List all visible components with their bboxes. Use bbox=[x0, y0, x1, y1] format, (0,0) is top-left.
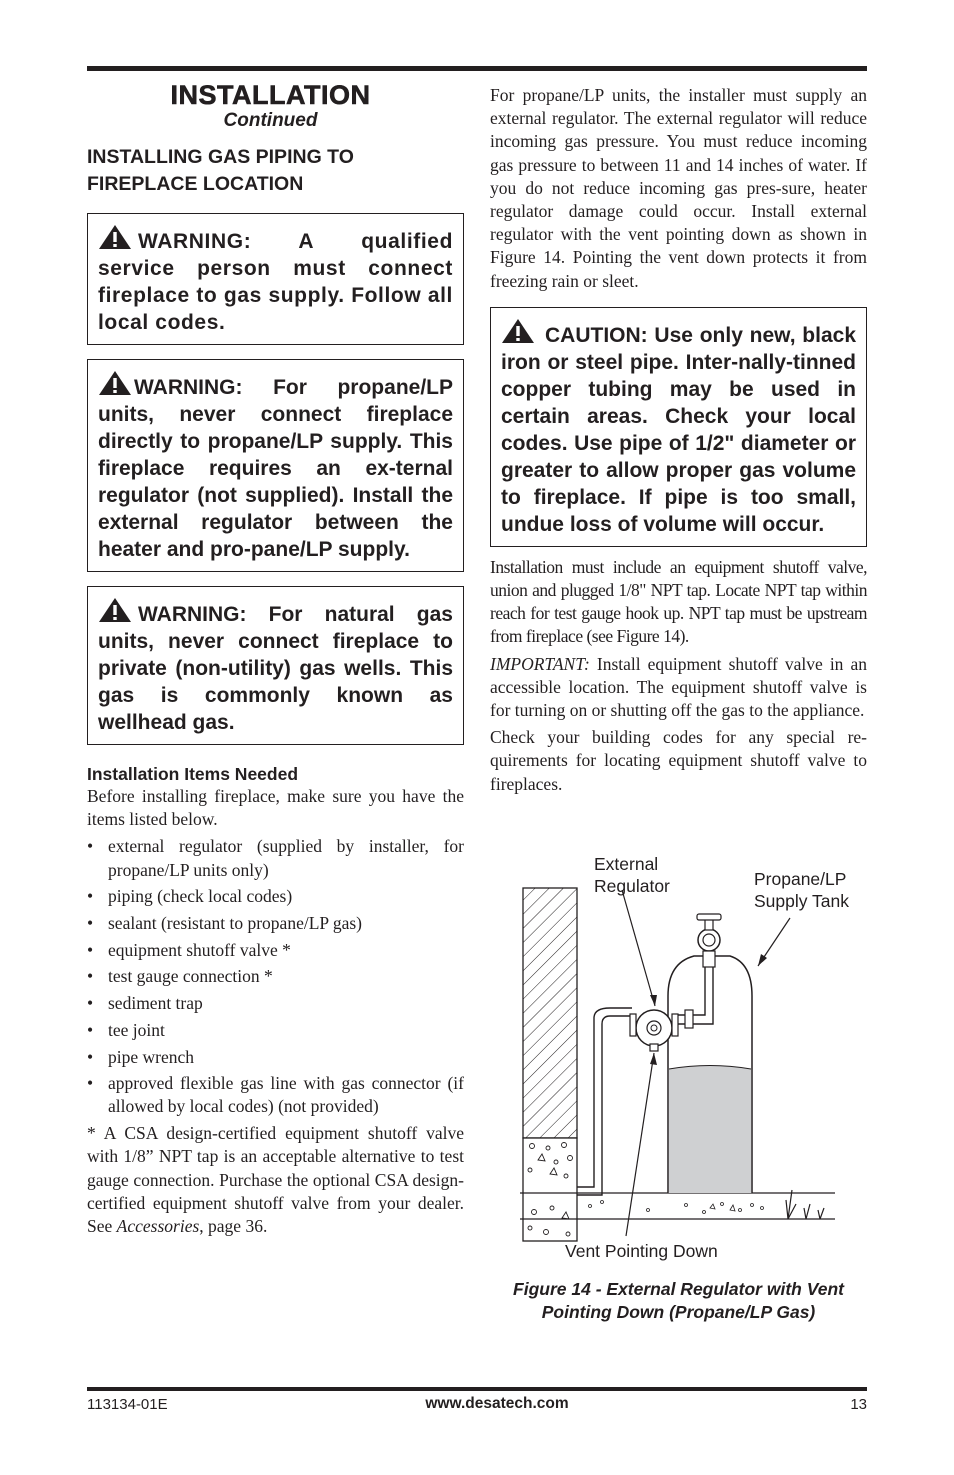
list-item: • sediment trap bbox=[87, 992, 464, 1015]
warning-icon bbox=[98, 597, 132, 623]
section-subtitle: Continued bbox=[223, 110, 318, 131]
items-intro: Before installing fireplace, make sure you have the items listed below. bbox=[87, 786, 464, 830]
shutoff-valve-paragraph: Installation must include an equipment shutoff valve, union and plugged 1/8" NPT tap. Locate NPT tap within reach for test gauge hook up. NPT tap must be upstream from fireplace (see Figure 14). bbox=[490, 556, 867, 647]
document-number: 113134-01E bbox=[87, 1396, 168, 1413]
subsection-heading-line2: FIREPLACE LOCATION bbox=[87, 173, 304, 195]
warning-box-propane bbox=[87, 359, 464, 572]
website-link[interactable]: www.desatech.com bbox=[425, 1395, 569, 1412]
vent-pointing-down-label: Vent Pointing Down bbox=[565, 1241, 718, 1261]
wall bbox=[523, 888, 577, 1138]
list-item: • approved flexible gas line with gas connector (if allowed by local codes) (not provided) bbox=[87, 1072, 464, 1118]
items-note-end: , page 36. bbox=[199, 1215, 268, 1236]
ground-gravel bbox=[589, 1201, 764, 1214]
important-text: Install equipment shutoff valve in an accessible location. The equipment shutoff valve is for turning on or shutting off the gas to the appliance. bbox=[490, 653, 867, 721]
warning-icon bbox=[98, 224, 132, 250]
list-item: • equipment shutoff valve * bbox=[87, 939, 464, 962]
warning-box-qualified bbox=[87, 213, 464, 345]
regulator-vent bbox=[650, 1044, 658, 1051]
warning-box-natural-gas bbox=[87, 586, 464, 745]
warning-text-qualified: WARNING: A qualified service person must connect fireplace to gas supply. Follow all local codes. bbox=[98, 230, 453, 334]
bottom-rule bbox=[87, 1387, 867, 1391]
subsection-heading-line1: INSTALLING GAS PIPING TO bbox=[87, 146, 354, 168]
accessories-reference: Accessories bbox=[116, 1215, 200, 1236]
external-regulator-label: External Regulator bbox=[594, 854, 670, 896]
items-note bbox=[87, 1122, 464, 1238]
items-note-text: * A CSA design-certified equipment shutoff valve with 1/8” NPT tap is an acceptable alternative to test gauge connection. Purchase the optional CSA design-certified equipment shutoff valve from your dealer. See bbox=[87, 1123, 464, 1236]
list-item: • test gauge connection * bbox=[87, 965, 464, 988]
warning-text-propane: WARNING: For propane/LP units, never connect fireplace directly to propane/LP supply. This fireplace requires an ex-ternal regulator (not supplied). Install the external regulator between the heater and pro-pane/LP supply. bbox=[98, 376, 453, 561]
regulator-paragraph: For propane/LP units, the installer must supply an external regulator. The external regulator will reduce incoming gas pressure. You must reduce incoming gas pressure to between 11 and 14 inches of water. If you do not reduce incoming gas pres-sure, heater regulator damage could occur. Install external regulator with the vent pointing down as shown in Figure 14. Pointing the vent down protects it from freezing rain or sleet. bbox=[490, 85, 867, 291]
top-rule bbox=[87, 66, 867, 71]
tank-valve bbox=[698, 929, 720, 951]
items-list bbox=[87, 835, 464, 1118]
list-item: • tee joint bbox=[87, 1019, 464, 1042]
items-needed-heading: Installation Items Needed bbox=[87, 764, 299, 784]
caution-icon bbox=[501, 318, 535, 344]
warning-icon bbox=[98, 370, 132, 396]
subsection-heading bbox=[87, 144, 464, 198]
warning-text-natural-gas: WARNING: For natural gas units, never connect fireplace to private (non-utility) gas wells. This gas is commonly known as wellhead gas. bbox=[98, 603, 453, 734]
list-item: • pipe wrench bbox=[87, 1046, 464, 1069]
figure-caption: Figure 14 - External Regulator with Vent Pointing Down (Propane/LP Gas) bbox=[513, 1279, 844, 1322]
section-title: INSTALLATION bbox=[170, 80, 371, 110]
caution-box-pipe bbox=[490, 307, 867, 547]
important-paragraph bbox=[490, 653, 867, 723]
left-column bbox=[87, 80, 464, 1238]
tank-liquid bbox=[669, 1066, 751, 1194]
figure-14-diagram bbox=[490, 848, 867, 1268]
page-number: 13 bbox=[850, 1396, 867, 1413]
supply-tank-label: Propane/LP Supply Tank bbox=[754, 869, 850, 911]
caution-text: CAUTION: Use only new, black iron or steel pipe. Inter-nally-tinned copper tubing may be used in certain areas. Check your local codes. Use pipe of 1/2" diameter or greater to allow proper gas volume to fireplace. If pipe is too small, undue loss of volume will occur. bbox=[501, 323, 856, 536]
grass bbox=[786, 1190, 824, 1219]
right-column bbox=[490, 84, 867, 796]
list-item: • piping (check local codes) bbox=[87, 885, 464, 908]
foundation bbox=[523, 1138, 577, 1241]
list-item: • external regulator (supplied by installer, for propane/LP units only) bbox=[87, 835, 464, 881]
building-codes-paragraph: Check your building codes for any special re-quirements for locating equipment shutoff valve to fireplaces. bbox=[490, 727, 867, 794]
list-item: • sealant (resistant to propane/LP gas) bbox=[87, 912, 464, 935]
important-label: IMPORTANT: bbox=[490, 653, 590, 674]
regulator bbox=[636, 1010, 672, 1046]
